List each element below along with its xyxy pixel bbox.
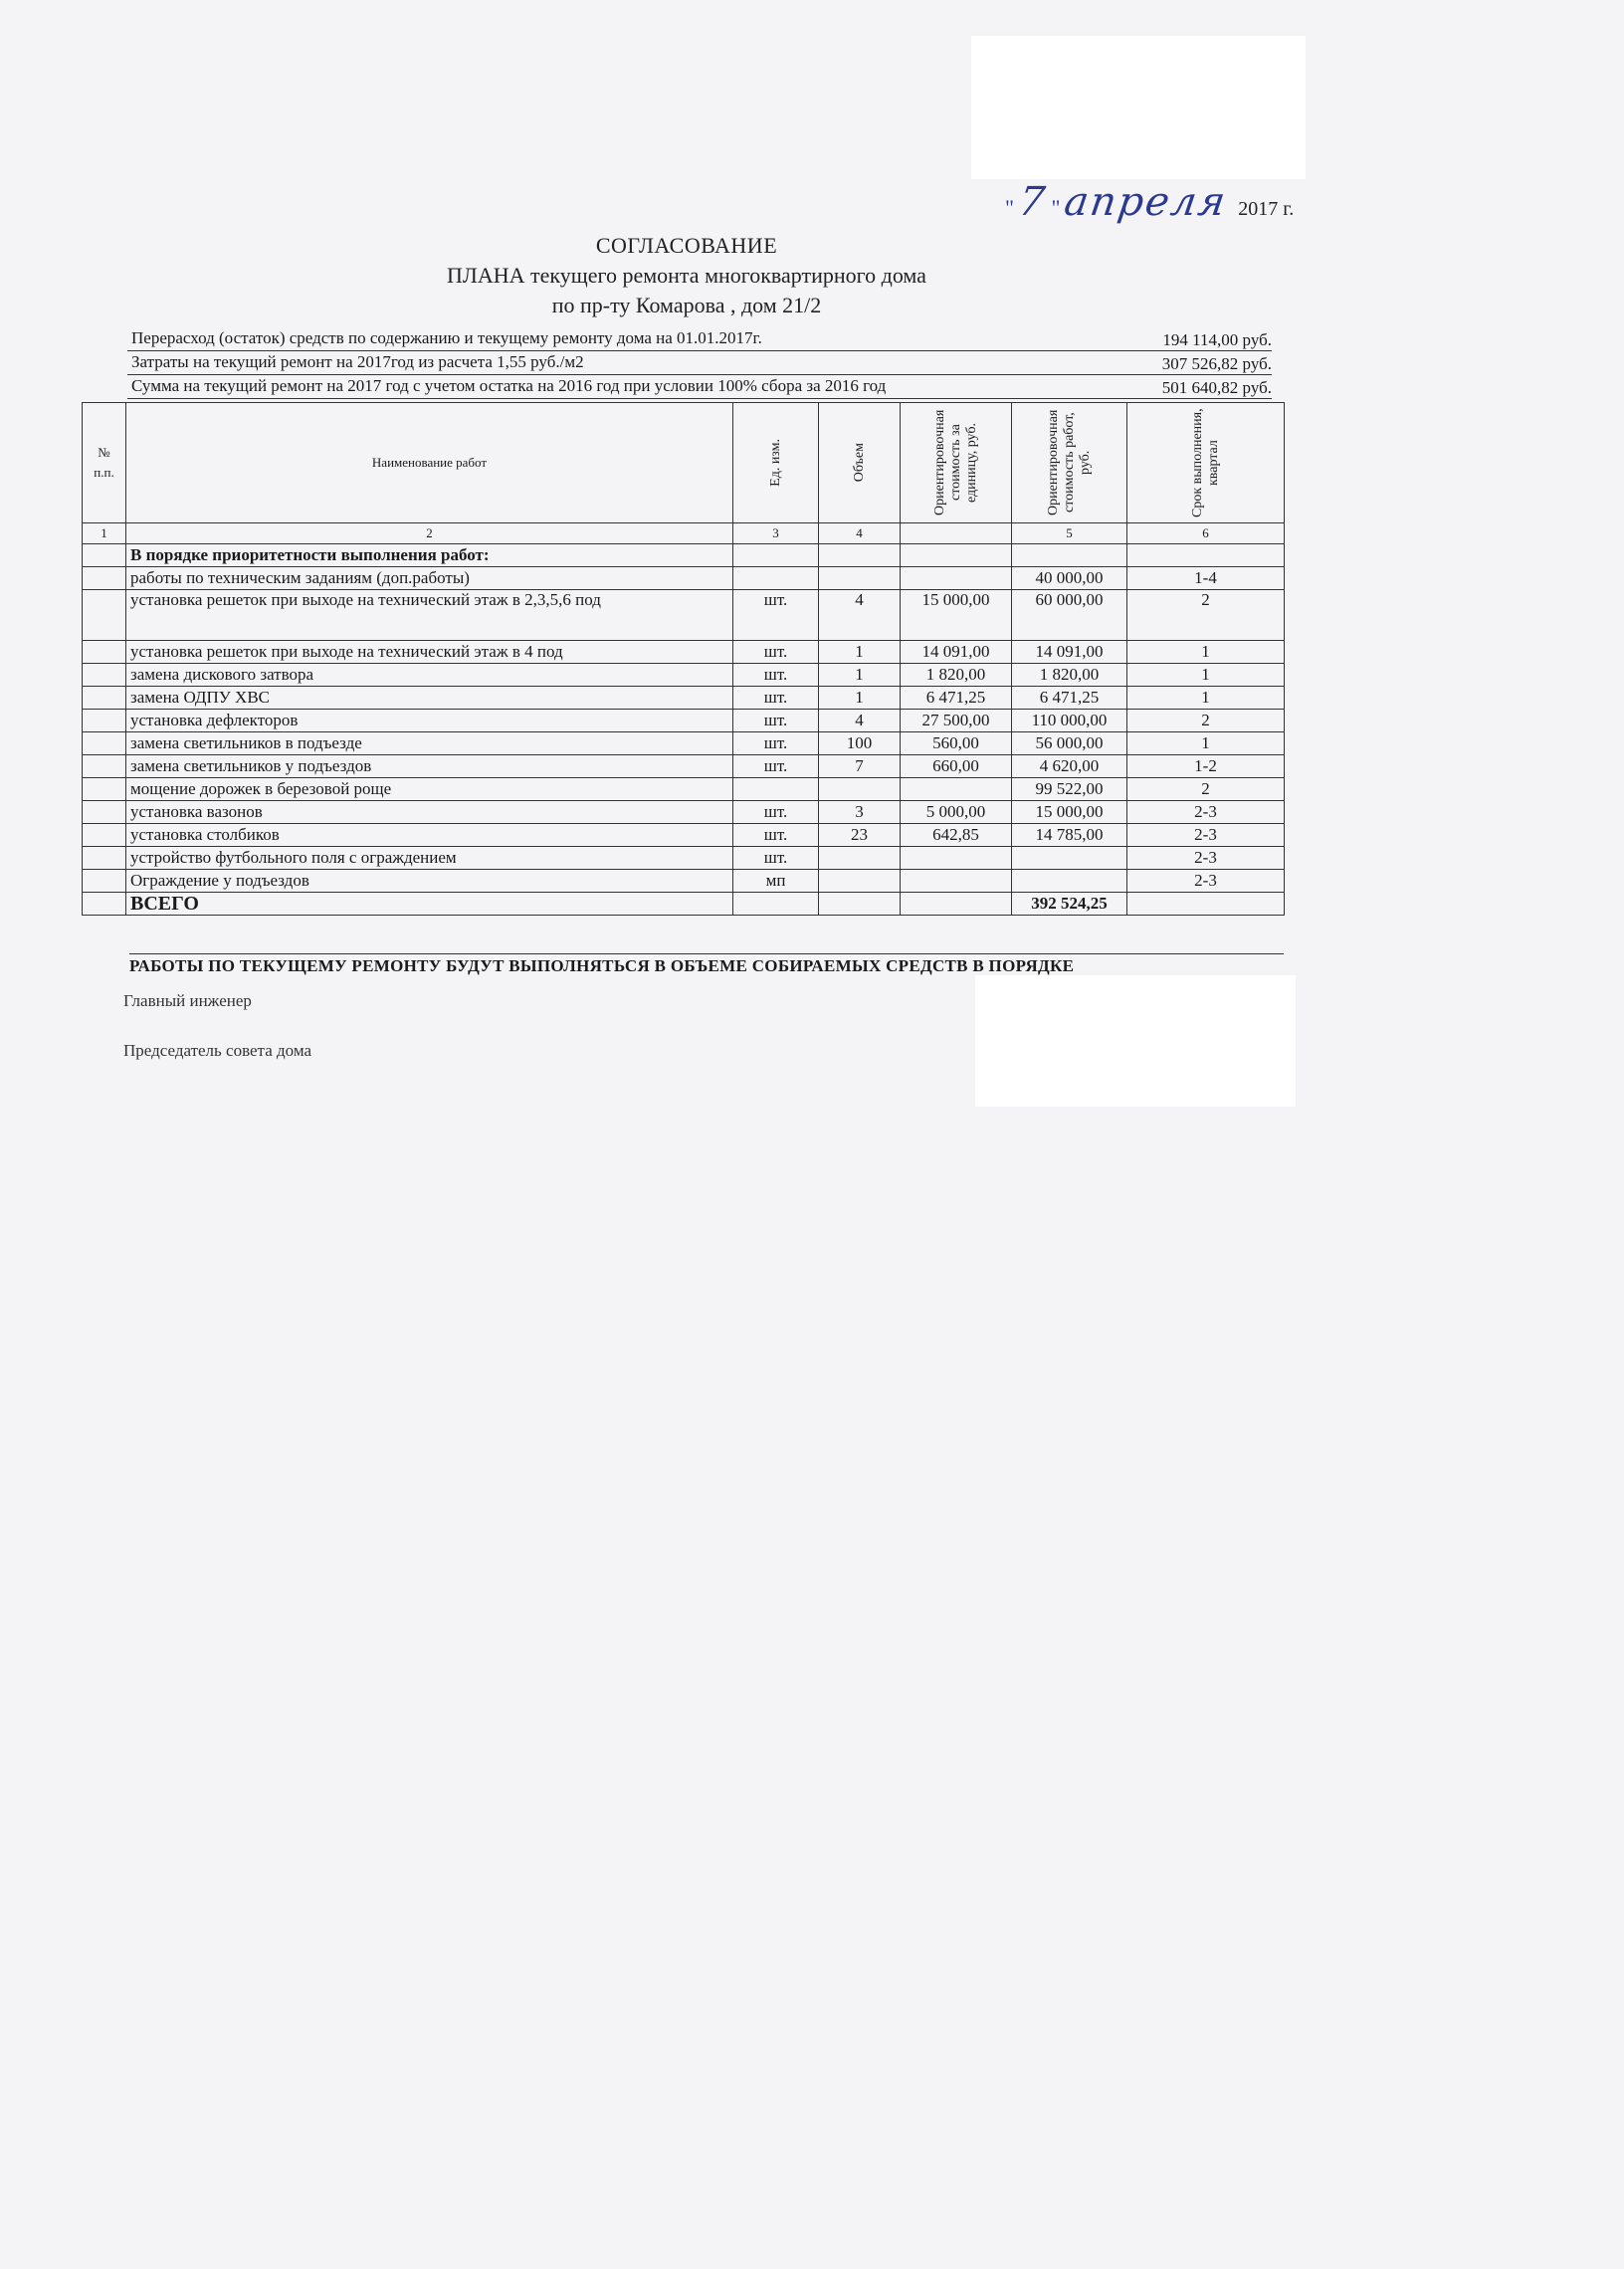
empty-cell bbox=[901, 893, 1012, 916]
row-volume bbox=[819, 870, 901, 893]
row-num bbox=[83, 590, 126, 641]
row-unit-cost bbox=[901, 870, 1012, 893]
table-header-row bbox=[83, 403, 1285, 523]
row-unit-cost: 1 820,00 bbox=[901, 664, 1012, 687]
row-name: замена светильников в подъезде bbox=[126, 732, 733, 755]
row-total: 110 000,00 bbox=[1012, 710, 1127, 732]
empty-cell bbox=[1012, 544, 1127, 567]
header-name: Наименование работ bbox=[126, 403, 733, 523]
row-name: мощение дорожек в березовой роще bbox=[126, 778, 733, 801]
summary-row-total bbox=[127, 374, 1272, 399]
row-volume bbox=[819, 847, 901, 870]
empty-cell bbox=[1127, 544, 1285, 567]
header-term bbox=[1127, 403, 1285, 523]
row-unit: шт. bbox=[733, 641, 819, 664]
row-name: замена ОДПУ ХВС bbox=[126, 687, 733, 710]
row-num bbox=[83, 732, 126, 755]
row-term: 2-3 bbox=[1127, 847, 1285, 870]
summary-label: Сумма на текущий ремонт на 2017 год с учетом остатка на 2016 год при условии 100% сбора за 2016 год bbox=[131, 376, 887, 395]
row-name: установка решеток при выходе на технический этаж в 4 под bbox=[126, 641, 733, 664]
row-term: 2 bbox=[1127, 590, 1285, 641]
row-num bbox=[83, 567, 126, 590]
empty-cell bbox=[819, 893, 901, 916]
row-num bbox=[83, 755, 126, 778]
row-volume: 100 bbox=[819, 732, 901, 755]
row-unit-cost bbox=[901, 567, 1012, 590]
row-volume: 1 bbox=[819, 664, 901, 687]
row-unit-cost: 14 091,00 bbox=[901, 641, 1012, 664]
row-volume: 23 bbox=[819, 824, 901, 847]
header-num: № п.п. bbox=[83, 403, 126, 523]
table-row bbox=[83, 641, 1285, 664]
row-unit-cost: 6 471,25 bbox=[901, 687, 1012, 710]
summary-row-balance bbox=[127, 326, 1272, 351]
row-unit bbox=[733, 567, 819, 590]
table-row bbox=[83, 801, 1285, 824]
row-name: замена светильников у подъездов bbox=[126, 755, 733, 778]
row-volume: 7 bbox=[819, 755, 901, 778]
header-term-text: Срок выполнения, квартал bbox=[1189, 408, 1221, 517]
row-unit: шт. bbox=[733, 664, 819, 687]
row-unit-cost: 560,00 bbox=[901, 732, 1012, 755]
repair-plan-table bbox=[82, 402, 1285, 916]
row-volume: 1 bbox=[819, 641, 901, 664]
row-num bbox=[83, 870, 126, 893]
header-total-cost-text: Ориентировочная стоимость работ, руб. bbox=[1045, 409, 1093, 516]
total-label: ВСЕГО bbox=[126, 893, 733, 916]
row-term: 1 bbox=[1127, 732, 1285, 755]
row-term: 1 bbox=[1127, 687, 1285, 710]
table-row bbox=[83, 567, 1285, 590]
table-row bbox=[83, 755, 1285, 778]
table-row bbox=[83, 590, 1285, 641]
table-row bbox=[83, 778, 1285, 801]
row-volume: 4 bbox=[819, 590, 901, 641]
total-num bbox=[83, 893, 126, 916]
row-name: Ограждение у подъездов bbox=[126, 870, 733, 893]
index-cell: 6 bbox=[1127, 523, 1285, 544]
row-term: 2-3 bbox=[1127, 801, 1285, 824]
header-unit bbox=[733, 403, 819, 523]
header-volume-text: Объем bbox=[851, 443, 867, 483]
row-term: 1 bbox=[1127, 664, 1285, 687]
row-num bbox=[83, 801, 126, 824]
row-total: 1 820,00 bbox=[1012, 664, 1127, 687]
row-name: установка столбиков bbox=[126, 824, 733, 847]
table-row bbox=[83, 824, 1285, 847]
row-num bbox=[83, 687, 126, 710]
row-total: 15 000,00 bbox=[1012, 801, 1127, 824]
row-total: 4 620,00 bbox=[1012, 755, 1127, 778]
row-unit: шт. bbox=[733, 732, 819, 755]
row-unit: шт. bbox=[733, 687, 819, 710]
index-cell: 1 bbox=[83, 523, 126, 544]
header-unit-text: Ед. изм. bbox=[767, 439, 783, 487]
row-unit bbox=[733, 778, 819, 801]
row-total: 14 091,00 bbox=[1012, 641, 1127, 664]
row-unit-cost bbox=[901, 778, 1012, 801]
date-close-quote: " bbox=[1051, 195, 1061, 220]
date-year: 2017 г. bbox=[1238, 198, 1295, 220]
index-cell: 4 bbox=[819, 523, 901, 544]
table-row bbox=[83, 847, 1285, 870]
section-row bbox=[83, 544, 1285, 567]
row-term: 2-3 bbox=[1127, 824, 1285, 847]
row-volume: 1 bbox=[819, 687, 901, 710]
doc-subtitle: ПЛАНА текущего ремонта многоквартирного дома bbox=[447, 263, 926, 288]
chief-engineer-label: Главный инженер bbox=[123, 991, 252, 1010]
row-unit: шт. bbox=[733, 847, 819, 870]
approval-date bbox=[1005, 179, 1333, 225]
empty-cell bbox=[733, 544, 819, 567]
row-name: установка вазонов bbox=[126, 801, 733, 824]
row-term: 1 bbox=[1127, 641, 1285, 664]
row-volume bbox=[819, 778, 901, 801]
table-row bbox=[83, 732, 1285, 755]
doc-address: по пр-ту Комарова , дом 21/2 bbox=[551, 293, 822, 317]
summary-value: 194 114,00 руб. bbox=[1162, 330, 1272, 349]
row-num bbox=[83, 778, 126, 801]
row-unit: шт. bbox=[733, 710, 819, 732]
total-value: 392 524,25 bbox=[1012, 893, 1127, 916]
doc-title: СОГЛАСОВАНИЕ bbox=[595, 233, 778, 258]
header-volume bbox=[819, 403, 901, 523]
row-term: 2 bbox=[1127, 778, 1285, 801]
total-row bbox=[83, 893, 1285, 916]
row-term: 1-4 bbox=[1127, 567, 1285, 590]
summary-value: 501 640,82 руб. bbox=[1161, 378, 1272, 397]
table-row bbox=[83, 664, 1285, 687]
row-term: 1-2 bbox=[1127, 755, 1285, 778]
section-num bbox=[83, 544, 126, 567]
index-cell: 5 bbox=[1012, 523, 1127, 544]
section-title: В порядке приоритетности выполнения работ: bbox=[126, 544, 733, 567]
table-row bbox=[83, 710, 1285, 732]
row-unit: шт. bbox=[733, 824, 819, 847]
empty-cell bbox=[1127, 893, 1285, 916]
row-num bbox=[83, 710, 126, 732]
row-name: работы по техническим заданиям (доп.работы) bbox=[126, 567, 733, 590]
date-day: 7 bbox=[1015, 179, 1050, 225]
row-term: 2 bbox=[1127, 710, 1285, 732]
date-open-quote: " bbox=[1005, 195, 1014, 220]
index-row bbox=[83, 523, 1285, 544]
index-cell: 2 bbox=[126, 523, 733, 544]
redacted-block-top bbox=[971, 36, 1306, 179]
summary-row-costs bbox=[127, 350, 1272, 375]
summary-value: 307 526,82 руб. bbox=[1161, 354, 1272, 373]
row-total bbox=[1012, 847, 1127, 870]
row-total bbox=[1012, 870, 1127, 893]
index-cell: 3 bbox=[733, 523, 819, 544]
table-row bbox=[83, 870, 1285, 893]
row-unit-cost: 15 000,00 bbox=[901, 590, 1012, 641]
row-total: 6 471,25 bbox=[1012, 687, 1127, 710]
header-unit-cost-text: Ориентировочная стоимость за единицу, руб. bbox=[931, 409, 979, 516]
row-term: 2-3 bbox=[1127, 870, 1285, 893]
row-unit-cost: 27 500,00 bbox=[901, 710, 1012, 732]
row-name: установка решеток при выходе на технический этаж в 2,3,5,6 под bbox=[126, 590, 733, 641]
row-total: 14 785,00 bbox=[1012, 824, 1127, 847]
summary-label: Затраты на текущий ремонт на 2017год из расчета 1,55 руб./м2 bbox=[131, 352, 584, 371]
row-num bbox=[83, 847, 126, 870]
row-unit: мп bbox=[733, 870, 819, 893]
empty-cell bbox=[901, 544, 1012, 567]
header-unit-cost bbox=[901, 403, 1012, 523]
row-volume bbox=[819, 567, 901, 590]
row-unit: шт. bbox=[733, 801, 819, 824]
row-name: устройство футбольного поля с ограждением bbox=[126, 847, 733, 870]
header-total-cost bbox=[1012, 403, 1127, 523]
row-total: 40 000,00 bbox=[1012, 567, 1127, 590]
council-chair-label: Председатель совета дома bbox=[123, 1041, 312, 1060]
footnote: РАБОТЫ ПО ТЕКУЩЕМУ РЕМОНТУ БУДУТ ВЫПОЛНЯТЬСЯ В ОБЪЕМЕ СОБИРАЕМЫХ СРЕДСТВ В ПОРЯДКЕ bbox=[129, 953, 1284, 976]
index-cell bbox=[901, 523, 1012, 544]
row-unit-cost: 660,00 bbox=[901, 755, 1012, 778]
row-volume: 4 bbox=[819, 710, 901, 732]
row-name: установка дефлекторов bbox=[126, 710, 733, 732]
row-total: 60 000,00 bbox=[1012, 590, 1127, 641]
row-unit-cost: 5 000,00 bbox=[901, 801, 1012, 824]
empty-cell bbox=[733, 893, 819, 916]
row-unit: шт. bbox=[733, 590, 819, 641]
row-total: 56 000,00 bbox=[1012, 732, 1127, 755]
table-row bbox=[83, 687, 1285, 710]
row-unit-cost: 642,85 bbox=[901, 824, 1012, 847]
row-volume: 3 bbox=[819, 801, 901, 824]
empty-cell bbox=[819, 544, 901, 567]
redacted-block-signatures bbox=[975, 975, 1296, 1107]
row-num bbox=[83, 664, 126, 687]
row-num bbox=[83, 824, 126, 847]
row-total: 99 522,00 bbox=[1012, 778, 1127, 801]
row-unit: шт. bbox=[733, 755, 819, 778]
row-unit-cost bbox=[901, 847, 1012, 870]
date-month: апреля bbox=[1062, 179, 1231, 225]
summary-label: Перерасход (остаток) средств по содержанию и текущему ремонту дома на 01.01.2017г. bbox=[131, 328, 762, 347]
row-num bbox=[83, 641, 126, 664]
row-name: замена дискового затвора bbox=[126, 664, 733, 687]
